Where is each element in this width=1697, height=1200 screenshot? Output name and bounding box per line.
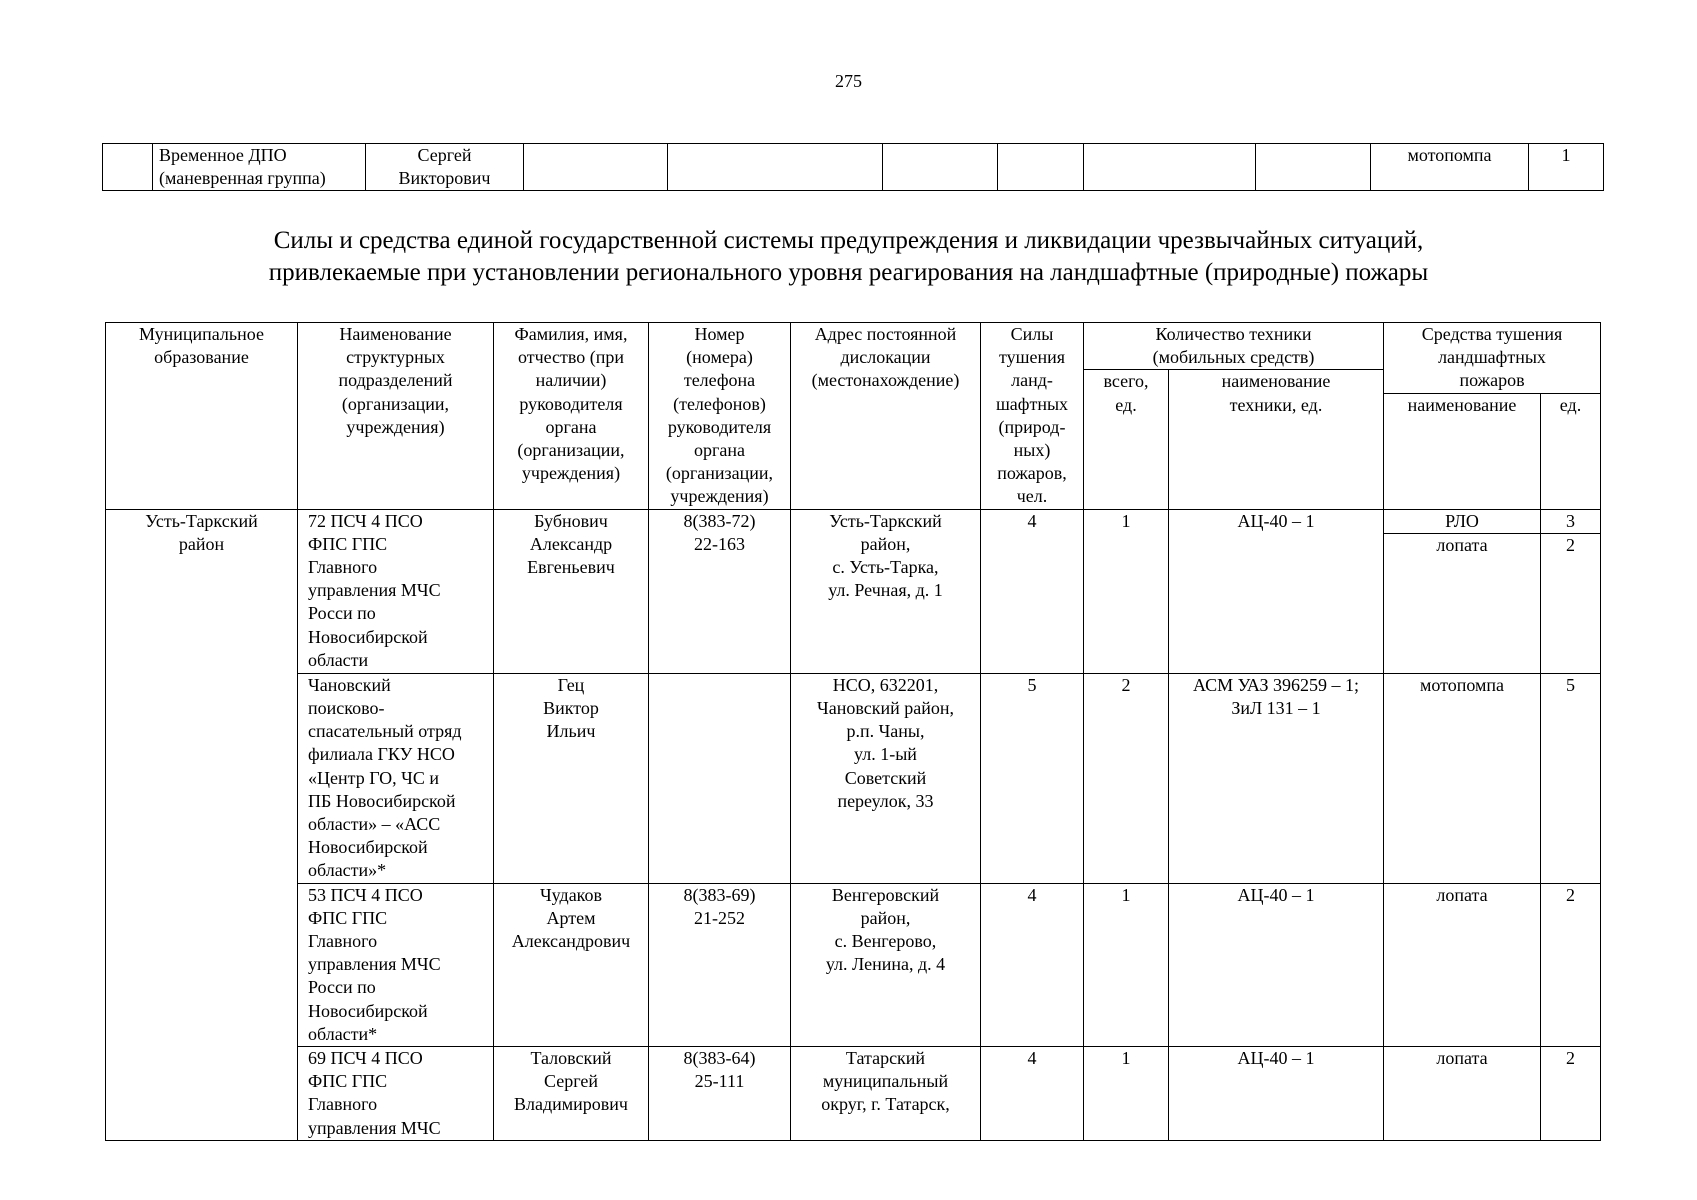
- means-count-cell: 2: [1541, 883, 1601, 1046]
- table-row: [106, 1047, 1601, 1141]
- municipality-cell: Усть-Таркский район: [106, 509, 298, 1140]
- header-vehicles-group: Количество техники (мобильных средств): [1084, 323, 1384, 370]
- table-row: [106, 883, 1601, 1046]
- table-row: [106, 673, 1601, 883]
- unit-cell: Временное ДПО (маневренная группа): [153, 144, 366, 191]
- empty-cell: [883, 144, 998, 191]
- forces-cell: 4: [981, 509, 1084, 673]
- head-cell: Гец Виктор Ильич: [494, 673, 649, 883]
- means-count-cell: 2: [1541, 533, 1601, 673]
- title-line: Силы и средства единой государственной системы предупреждения и ликвидации чрезвычайных ситуаций,: [273, 227, 1424, 254]
- means-count-cell: 2: [1541, 1047, 1601, 1141]
- forces-table: [105, 322, 1601, 1141]
- means-name-cell: лопата: [1384, 883, 1541, 1046]
- unit-cell: 72 ПСЧ 4 ПСО ФПС ГПС Главного управления МЧС Росси по Новосибирской области: [298, 509, 494, 673]
- continuation-row: [103, 144, 1604, 191]
- forces-cell: 5: [981, 673, 1084, 883]
- header-row: [106, 323, 1601, 370]
- empty-cell: [1084, 144, 1256, 191]
- header-means-group: Средства тушения ландшафтных пожаров: [1384, 323, 1601, 394]
- vehicles-names-cell: АСМ УАЗ 396259 – 1; ЗиЛ 131 – 1: [1169, 673, 1384, 883]
- table-row: [106, 509, 1601, 533]
- vehicles-total-cell: 1: [1084, 509, 1169, 673]
- forces-cell: 4: [981, 1047, 1084, 1141]
- title-line: привлекаемые при установлении регионального уровня реагирования на ландшафтные (природные) пожары: [268, 259, 1429, 286]
- phone-cell: 8(383-69) 21-252: [649, 883, 791, 1046]
- page-number: 275: [835, 71, 862, 91]
- phone-cell: [649, 673, 791, 883]
- address-cell: Венгеровский район, с. Венгерово, ул. Ленина, д. 4: [791, 883, 981, 1046]
- address-cell: Татарский муниципальный округ, г. Татарск,: [791, 1047, 981, 1141]
- empty-cell: [1256, 144, 1371, 191]
- header-vehicles-names: наименование техники, ед.: [1169, 370, 1384, 509]
- means-name-cell: лопата: [1384, 1047, 1541, 1141]
- phone-cell: 8(383-72) 22-163: [649, 509, 791, 673]
- equipment-name-cell: мотопомпа: [1371, 144, 1529, 191]
- head-cell: Чудаков Артем Александрович: [494, 883, 649, 1046]
- means-name-cell: РЛО: [1384, 509, 1541, 533]
- header-head-name: Фамилия, имя, отчество (при наличии) руководителя органа (организации, учреждения): [494, 323, 649, 510]
- address-cell: Усть-Таркский район, с. Усть-Тарка, ул. Речная, д. 1: [791, 509, 981, 673]
- head-cell: Таловский Сергей Владимирович: [494, 1047, 649, 1141]
- unit-cell: 69 ПСЧ 4 ПСО ФПС ГПС Главного управления МЧС: [298, 1047, 494, 1141]
- header-municipality: Муниципальное образование: [106, 323, 298, 510]
- means-count-cell: 5: [1541, 673, 1601, 883]
- document-title: [0, 225, 1697, 289]
- phone-cell: 8(383-64) 25-111: [649, 1047, 791, 1141]
- means-count-cell: 3: [1541, 509, 1601, 533]
- continuation-table: [102, 143, 1604, 191]
- vehicles-total-cell: 1: [1084, 1047, 1169, 1141]
- unit-cell: 53 ПСЧ 4 ПСО ФПС ГПС Главного управления МЧС Росси по Новосибирской области*: [298, 883, 494, 1046]
- head-cell: Сергей Викторович: [366, 144, 524, 191]
- header-forces: Силы тушения ланд- шафтных (природ- ных) пожаров, чел.: [981, 323, 1084, 510]
- forces-cell: 4: [981, 883, 1084, 1046]
- address-cell: НСО, 632201, Чановский район, р.п. Чаны, ул. 1-ый Советский переулок, 33: [791, 673, 981, 883]
- header-vehicles-total: всего, ед.: [1084, 370, 1169, 509]
- means-name-cell: мотопомпа: [1384, 673, 1541, 883]
- header-address: Адрес постоянной дислокации (местонахождение): [791, 323, 981, 510]
- vehicles-total-cell: 1: [1084, 883, 1169, 1046]
- empty-cell: [668, 144, 883, 191]
- header-means-name: наименование: [1384, 393, 1541, 509]
- header-unit-name: Наименование структурных подразделений (организации, учреждения): [298, 323, 494, 510]
- empty-cell: [524, 144, 668, 191]
- vehicles-names-cell: АЦ-40 – 1: [1169, 1047, 1384, 1141]
- header-phone: Номер (номера) телефона (телефонов) руководителя органа (организации, учреждения): [649, 323, 791, 510]
- head-cell: Бубнович Александр Евгеньевич: [494, 509, 649, 673]
- means-name-cell: лопата: [1384, 533, 1541, 673]
- unit-cell: Чановский поисково- спасательный отряд филиала ГКУ НСО «Центр ГО, ЧС и ПБ Новосибирской области» – «АСС Новосибирской области»*: [298, 673, 494, 883]
- vehicles-total-cell: 2: [1084, 673, 1169, 883]
- vehicles-names-cell: АЦ-40 – 1: [1169, 883, 1384, 1046]
- equipment-count-cell: 1: [1529, 144, 1604, 191]
- empty-cell: [998, 144, 1084, 191]
- vehicles-names-cell: АЦ-40 – 1: [1169, 509, 1384, 673]
- header-means-count: ед.: [1541, 393, 1601, 509]
- empty-cell: [103, 144, 153, 191]
